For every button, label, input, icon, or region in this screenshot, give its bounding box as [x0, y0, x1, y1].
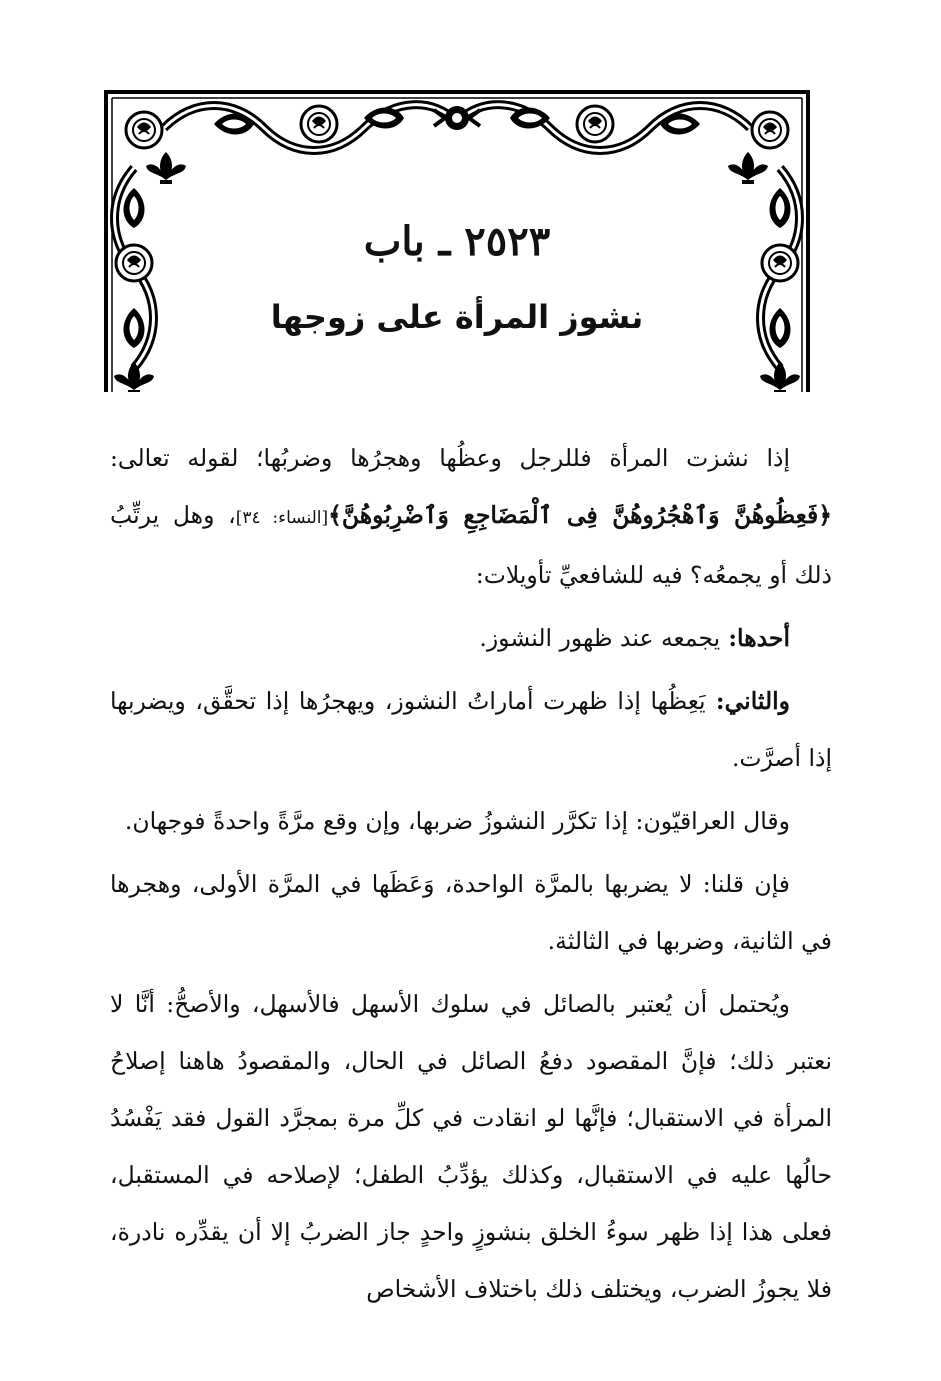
paragraph	[110, 430, 832, 604]
body-text	[110, 430, 832, 1324]
paragraph	[110, 976, 832, 1318]
label-first: أحدها:	[720, 624, 790, 652]
text-run: ويُحتمل أن يُعتبر بالصائل في سلوك الأسهل فالأسهل، والأصحُّ: أنَّا لا نعتبر ذلك؛ فإنَّ المقصود دفعُ الصائل في الحال، والمقصودُ هاهنا إصلاحُ المرأة في الاستقبال؛ فإنَّها لو انقادت في كلِّ مرة بمجرَّد القول فقد يَفْسُدُ حالُها عليه في الاستقبال، وكذلك يؤدِّبُ الطفل؛ لإصلاحه في المستقبل، فعلى هذا إذا ظهر سوءُ الخلق بنشوزٍ واحدٍ جاز الضربُ إلا أن يقدِّره نادرة، فلا يجوزُ الضرب، ويختلف ذلك باختلاف الأشخاص	[110, 990, 832, 1303]
paragraph	[110, 856, 832, 970]
label-second: والثاني:	[705, 687, 790, 715]
chapter-title: ٢٥٢٣ ـ باب	[363, 218, 551, 265]
paragraph	[110, 793, 832, 850]
chapter-subtitle: نشوز المرأة على زوجها	[270, 298, 644, 336]
text-run: يجمعه عند ظهور النشوز.	[479, 624, 721, 652]
paragraph	[110, 673, 832, 787]
text-run: وقال العراقيّون: إذا تكرَّر النشوزُ ضربها، وإن وقع مرَّةً واحدةً فوجهان.	[124, 807, 790, 835]
quran-verse: ﴿فَعِظُوهُنَّ وَٱهْجُرُوهُنَّ فِى ٱلْمَضَاجِعِ وَٱضْرِبُوهُنَّ﴾	[328, 501, 833, 529]
verse-reference: [النساء: ٣٤]	[235, 508, 329, 528]
text-run: ، وهل يرتِّبُ ذلك أو يجمعُه؟ فيه للشافعيِّ تأويلات:	[110, 501, 832, 589]
text-run: إذا نشزت المرأة فللرجل وعظُها وهجرُها وضربُها؛ لقوله تعالى:	[110, 444, 790, 472]
paragraph	[110, 610, 832, 667]
text-run: يَعِظُها إذا ظهرت أماراتُ النشوز، ويهجرُها إذا تحقَّق، ويضربها إذا أصرَّت.	[110, 687, 832, 772]
text-run: فإن قلنا: لا يضربها بالمرَّة الواحدة، وَعَظَها في المرَّة الأولى، وهجرها في الثانية، وضربها في الثالثة.	[110, 870, 832, 955]
